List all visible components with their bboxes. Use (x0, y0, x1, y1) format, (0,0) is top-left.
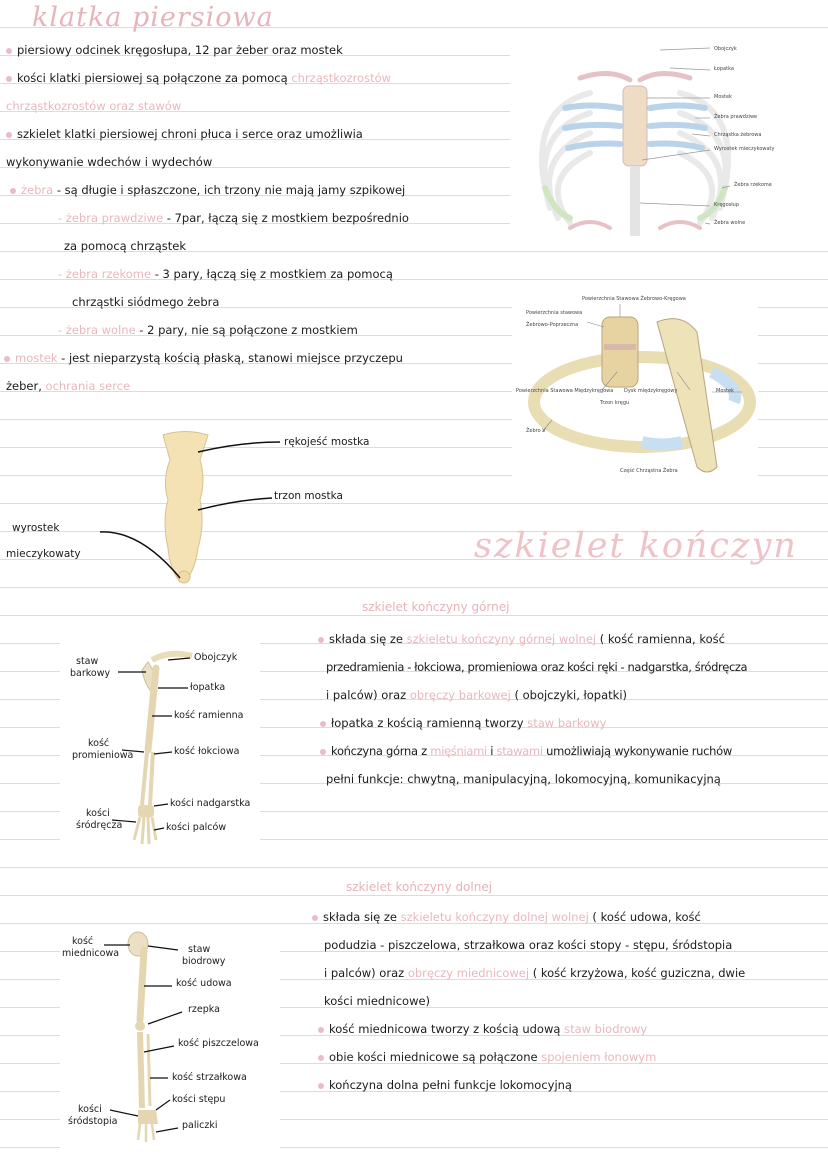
note-line: piersiowy odcinek kręgosłupa, 12 par żeber oraz mostek (6, 43, 343, 57)
upper-limb-subtitle: szkielet kończyny górnej (362, 600, 510, 614)
bullet-dot (10, 188, 16, 194)
note-line: kości klatki piersiowej są połączone za pomocą chrząstkozrostów (6, 71, 391, 85)
joint-label: Trzon kręgu (600, 400, 630, 406)
note-line: składa się ze szkieletu kończyny górnej wolnej ( kość ramienna, kość (318, 632, 725, 646)
lower-limb-figure (60, 928, 280, 1148)
ribcage-label: Chrząstka żebrowa (714, 132, 762, 138)
lower-fig-label: paliczki (182, 1120, 218, 1131)
lower-fig-label: rzepka (188, 1004, 220, 1015)
joint-label: Mostek (716, 388, 734, 394)
note-line: chrząstki siódmego żebra (72, 295, 220, 309)
upper-limb-figure (60, 640, 260, 850)
rib-joint-illustration (512, 292, 758, 482)
upper-fig-label: kości palców (166, 822, 227, 833)
bullet-dot (6, 76, 12, 82)
lower-fig-label: miednicowa (62, 948, 120, 959)
joint-label: Powierzchnia Stawowa Międzykręgowa (516, 388, 614, 394)
joint-label: Żebro V (526, 428, 546, 434)
bullet-dot (320, 721, 326, 727)
lower-fig-label: staw (188, 944, 211, 955)
ribcage-illustration (510, 38, 828, 238)
sternum-label: trzon mostka (274, 490, 343, 502)
lower-fig-label: biodrowy (182, 956, 226, 967)
joint-label: Powierzchnia Stawowa Żebrowo-Kręgowa (582, 296, 686, 302)
bullet-dot (318, 1027, 324, 1033)
note-line: żebra - są długie i spłaszczone, ich trzony nie mają jamy szpikowej (10, 183, 405, 197)
section-title-limbs: szkielet kończyn (474, 526, 798, 566)
note-line: - żebra rzekome - 3 pary, łączą się z mostkiem za pomocą (58, 267, 393, 281)
upper-fig-label: staw (76, 656, 99, 667)
note-line: obie kości miednicowe są połączone spojeniem łonowym (318, 1050, 656, 1064)
lower-fig-label: kości stępu (172, 1094, 226, 1105)
note-line: i palców) oraz obręczy miednicowej ( kość krzyżowa, kość guziczna, dwie (324, 966, 746, 980)
lower-limb-subtitle: szkielet kończyny dolnej (346, 880, 493, 894)
upper-fig-label: kość łokciowa (174, 746, 240, 757)
ribcage-label: Łopatka (714, 66, 734, 72)
note-line: kości miednicowe) (324, 994, 431, 1008)
sternum-label: wyrostek (12, 522, 60, 534)
joint-label: Żebrowo-Poprzeczna (526, 322, 579, 328)
ribcage-label: Żebra rzekome (734, 182, 772, 188)
note-line: łopatka z kością ramienną tworzy staw barkowy (320, 716, 606, 730)
note-line: składa się ze szkieletu kończyny dolnej wolnej ( kość udowa, kość (312, 910, 701, 924)
joint-label: Dysk międzykręgowy (624, 388, 678, 394)
note-line: wykonywanie wdechów i wydechów (6, 155, 213, 169)
ribcage-label: Żebra wolne (714, 220, 746, 226)
note-line: kończyna dolna pełni funkcje lokomocyjną (318, 1078, 572, 1092)
bullet-dot (6, 132, 12, 138)
lower-fig-label: kość strzałkowa (172, 1072, 247, 1083)
sternum-label: rękojeść mostka (284, 436, 370, 448)
note-line: kończyna górna z mięśniami i stawami umożliwiają wykonywanie ruchów (320, 744, 732, 758)
note-line: i palców) oraz obręczy barkowej ( obojczyki, łopatki) (326, 688, 628, 702)
sternum-label: mieczykowaty (6, 548, 81, 560)
ribcage-label: Wyrostek mieczykowaty (714, 146, 775, 152)
ribcage-label: Żebra prawdziwe (714, 114, 758, 120)
note-line: chrząstkozrostów oraz stawów (6, 99, 182, 113)
upper-fig-label: kość (88, 738, 110, 749)
note-line: żeber, ochrania serce (6, 379, 131, 393)
sternum-figure (0, 420, 420, 600)
joint-label: Powierzchnia stawowa (526, 310, 583, 316)
upper-fig-label: barkowy (70, 668, 111, 679)
ribcage-label: Obojczyk (714, 46, 737, 52)
page-title: klatka piersiowa (32, 2, 274, 33)
upper-fig-label: kość ramienna (174, 710, 244, 721)
upper-fig-label: łopatka (190, 682, 226, 693)
note-line: szkielet klatki piersiowej chroni płuca i serce oraz umożliwia (6, 127, 363, 141)
joint-label: Część Chrząstna Żebra (620, 468, 678, 474)
note-line: przedramienia - łokciowa, promieniowa oraz kości ręki - nadgarstka, śródręcza (326, 660, 748, 674)
ribcage-label: Kręgosłup (714, 202, 740, 208)
upper-fig-label: kości nadgarstka (170, 798, 251, 809)
lower-fig-label: śródstopia (68, 1116, 118, 1127)
bullet-dot (318, 1083, 324, 1089)
lower-fig-label: kości (78, 1104, 102, 1115)
ribcage-label: Mostek (714, 94, 732, 100)
note-line: mostek - jest nieparzystą kością płaską, stanowi miejsce przyczepu (4, 351, 403, 365)
bullet-dot (4, 356, 10, 362)
upper-fig-label: kości (86, 808, 110, 819)
ribcage-figure (510, 38, 828, 238)
bullet-dot (318, 1055, 324, 1061)
lower-fig-label: kość udowa (176, 978, 232, 989)
bullet-dot (312, 915, 318, 921)
note-line: podudzia - piszczelowa, strzałkowa oraz kości stopy - stępu, śródstopia (324, 938, 733, 952)
upper-fig-label: śródręcza (76, 820, 123, 831)
rib-joint-figure (512, 292, 758, 482)
note-line: - żebra prawdziwe - 7par, łączą się z mostkiem bezpośrednio (58, 211, 409, 225)
note-line: za pomocą chrząstek (64, 239, 186, 253)
lower-fig-label: kość (72, 936, 94, 947)
lower-fig-label: kość piszczelowa (178, 1038, 259, 1049)
upper-fig-label: promieniowa (72, 750, 134, 761)
bullet-dot (320, 749, 326, 755)
note-line: pełni funkcje: chwytną, manipulacyjną, lokomocyjną, komunikacyjną (326, 772, 721, 786)
bullet-dot (318, 637, 324, 643)
bullet-dot (6, 48, 12, 54)
note-line: kość miednicowa tworzy z kością udową staw biodrowy (318, 1022, 647, 1036)
upper-fig-label: Obojczyk (194, 652, 238, 663)
note-line: - żebra wolne - 2 pary, nie są połączone z mostkiem (58, 323, 358, 337)
